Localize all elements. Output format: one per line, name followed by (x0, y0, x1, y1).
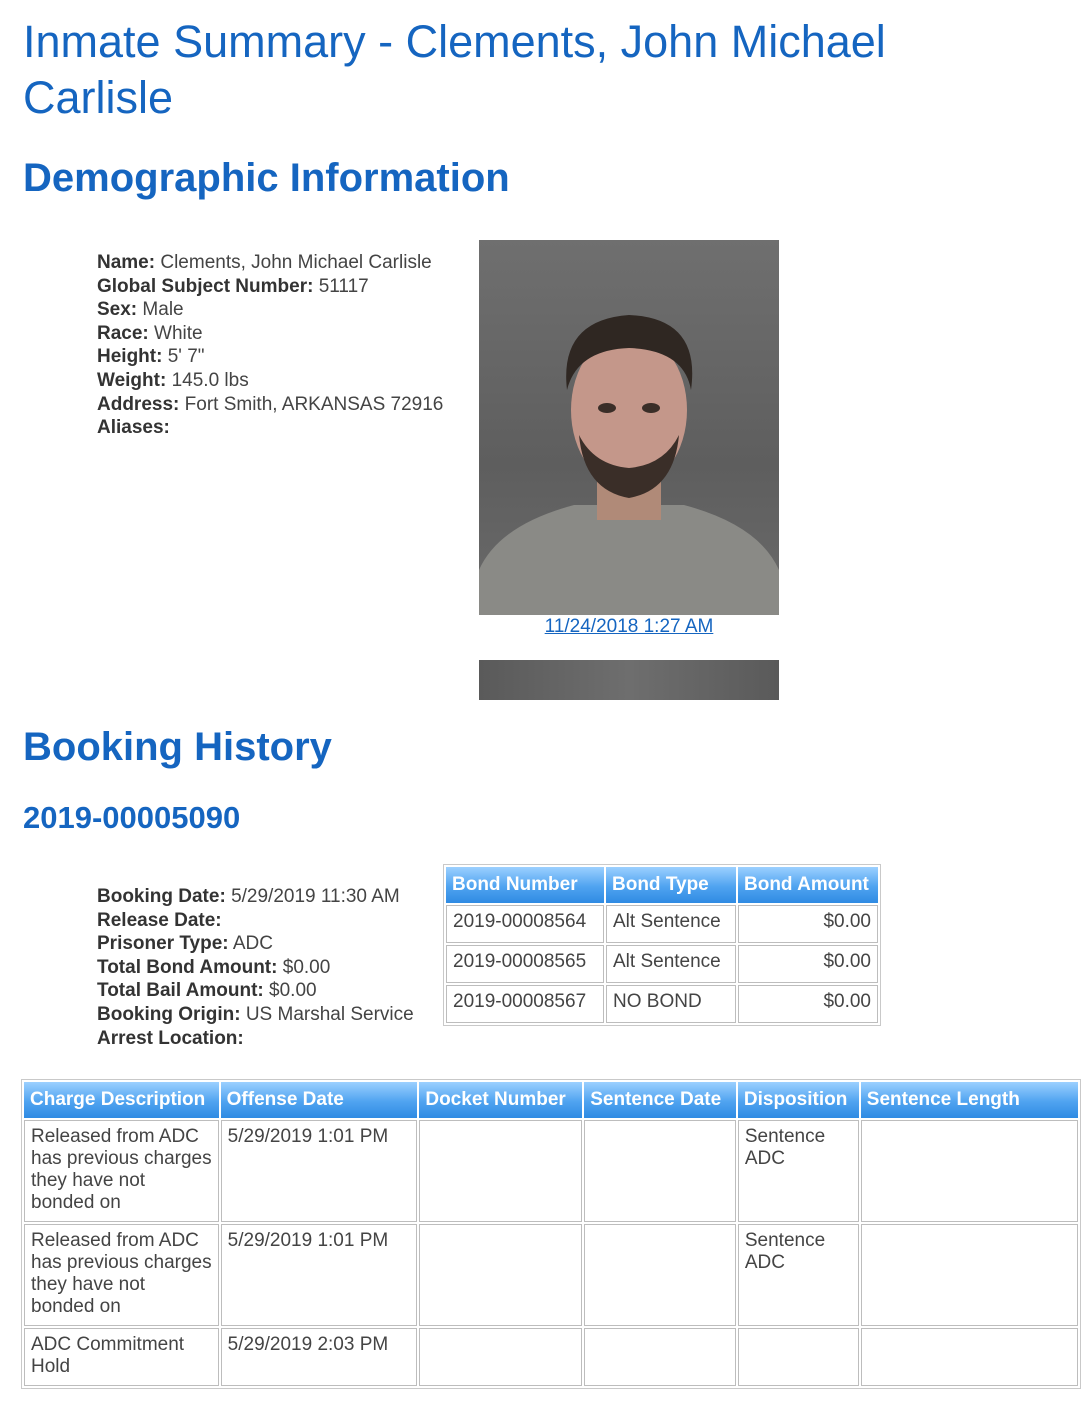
offense-date-cell: 5/29/2019 1:01 PM (221, 1224, 418, 1326)
weight-label: Weight: (97, 369, 167, 391)
address-value: Fort Smith, ARKANSAS 72916 (184, 393, 444, 415)
table-row (24, 1120, 1078, 1222)
table-row (24, 1224, 1078, 1326)
name-row (97, 251, 443, 275)
photo-date-link[interactable]: 11/24/2018 1:27 AM (544, 616, 714, 637)
sentence-date-cell (584, 1224, 736, 1326)
address-row (97, 393, 443, 417)
booking-date-row (97, 885, 414, 909)
height-value: 5' 7" (167, 346, 205, 368)
name-label: Name: (97, 252, 156, 273)
total-bond-row (97, 956, 414, 980)
disposition-cell: Sentence ADC (738, 1120, 859, 1222)
sentence-length-cell (861, 1224, 1078, 1326)
booking-origin-label: Booking Origin: (97, 1003, 241, 1025)
sex-value: Male (142, 299, 184, 321)
bond-type-cell: Alt Sentence (606, 905, 736, 943)
disposition-cell: Sentence ADC (738, 1224, 859, 1326)
gsn-label: Global Subject Number: (97, 275, 314, 297)
sentence-length-cell (861, 1120, 1078, 1222)
bond-table (443, 864, 881, 1026)
booking-date-value: 5/29/2019 11:30 AM (231, 886, 400, 907)
bond-number-cell: 2019-00008567 (446, 985, 604, 1023)
sentence-length-header[interactable]: Sentence Length (861, 1082, 1078, 1118)
booking-origin-value: US Marshal Service (245, 1003, 414, 1025)
mugshot-photo (479, 240, 779, 615)
bond-amount-cell: $0.00 (738, 905, 878, 943)
arrest-location-row (97, 1027, 414, 1051)
docket-number-header[interactable]: Docket Number (419, 1082, 582, 1118)
docket-number-cell (419, 1328, 582, 1386)
disposition-header[interactable]: Disposition (738, 1082, 859, 1118)
weight-value: 145.0 lbs (171, 369, 249, 391)
bond-number-header[interactable]: Bond Number (446, 867, 604, 903)
total-bail-row (97, 979, 414, 1003)
race-row (97, 322, 443, 346)
sex-label: Sex: (97, 299, 138, 321)
release-date-row (97, 909, 414, 933)
weight-row (97, 369, 443, 393)
booking-date-label: Booking Date: (97, 886, 226, 907)
bond-type-cell: NO BOND (606, 985, 736, 1023)
total-bail-label: Total Bail Amount: (97, 980, 264, 1002)
bond-number-cell: 2019-00008565 (446, 945, 604, 983)
sex-row (97, 298, 443, 322)
disposition-cell (738, 1328, 859, 1386)
docket-number-cell (419, 1120, 582, 1222)
name-value: Clements, John Michael Carlisle (160, 252, 432, 273)
docket-number-cell (419, 1224, 582, 1326)
address-label: Address: (97, 393, 180, 415)
aliases-row (97, 416, 443, 440)
table-row (446, 985, 878, 1023)
aliases-label: Aliases: (97, 417, 170, 439)
gsn-value: 51117 (318, 275, 369, 297)
bond-type-cell: Alt Sentence (606, 945, 736, 983)
gsn-row (97, 275, 443, 299)
total-bond-value: $0.00 (282, 956, 331, 978)
bond-amount-cell: $0.00 (738, 945, 878, 983)
bond-number-cell: 2019-00008564 (446, 905, 604, 943)
release-date-label: Release Date: (97, 909, 222, 931)
prisoner-type-label: Prisoner Type: (97, 933, 229, 955)
table-row (446, 905, 878, 943)
person-silhouette-icon (479, 240, 779, 615)
charge-description-header[interactable]: Charge Description (24, 1082, 219, 1118)
bond-type-header[interactable]: Bond Type (606, 867, 736, 903)
offense-date-cell: 5/29/2019 1:01 PM (221, 1120, 418, 1222)
table-row (24, 1328, 1078, 1386)
arrest-location-label: Arrest Location: (97, 1027, 244, 1049)
prisoner-type-row (97, 932, 414, 956)
sentence-date-cell (584, 1120, 736, 1222)
bond-amount-cell: $0.00 (738, 985, 878, 1023)
sentence-length-cell (861, 1328, 1078, 1386)
booking-info (97, 885, 414, 1050)
race-value: White (154, 322, 203, 344)
total-bond-label: Total Bond Amount: (97, 956, 278, 978)
height-label: Height: (97, 346, 163, 368)
photo-thumbnail-strip (479, 660, 779, 700)
charge-description-cell: Released from ADC has previous charges they have not bonded on (24, 1120, 219, 1222)
demographic-info (97, 251, 443, 440)
height-row (97, 345, 443, 369)
demographic-heading: Demographic Information (23, 156, 510, 200)
bond-amount-header[interactable]: Bond Amount (738, 867, 878, 903)
offense-date-cell: 5/29/2019 2:03 PM (221, 1328, 418, 1386)
sentence-date-header[interactable]: Sentence Date (584, 1082, 736, 1118)
charges-table (21, 1079, 1081, 1389)
charge-description-cell: ADC Commitment Hold (24, 1328, 219, 1386)
table-row (446, 945, 878, 983)
charge-description-cell: Released from ADC has previous charges they have not bonded on (24, 1224, 219, 1326)
booking-history-heading: Booking History (23, 725, 332, 769)
booking-number: 2019-00005090 (23, 800, 241, 835)
sentence-date-cell (584, 1328, 736, 1386)
total-bail-value: $0.00 (269, 980, 317, 1002)
page-title: Inmate Summary - Clements, John Michael Carlisle (23, 16, 886, 123)
prisoner-type-value: ADC (232, 933, 273, 955)
race-label: Race: (97, 322, 149, 344)
offense-date-header[interactable]: Offense Date (221, 1082, 418, 1118)
booking-origin-row (97, 1003, 414, 1027)
